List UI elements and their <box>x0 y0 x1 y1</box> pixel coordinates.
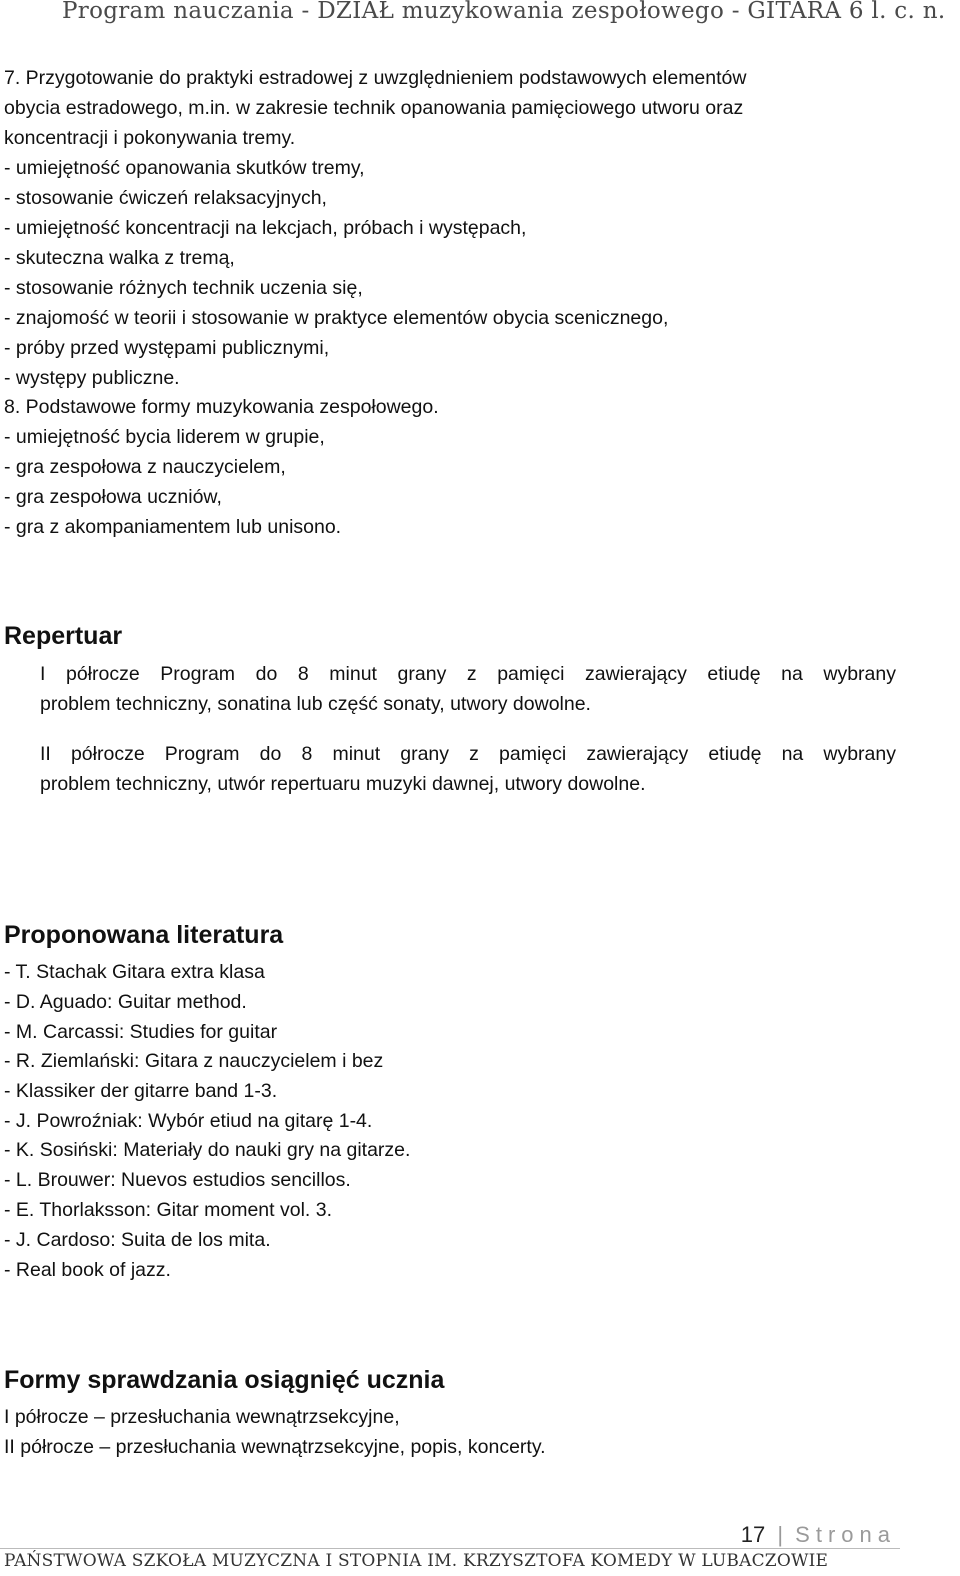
footer-divider <box>0 1548 900 1549</box>
repertuar-semester-2-line: II półrocze Program do 8 minut grany z pamięci zawierający etiudę na wybrany <box>40 743 896 765</box>
repertuar-semester-2 <box>40 739 896 799</box>
section-8-line: - gra zespołowa uczniów, <box>4 486 222 508</box>
section-7-line: 7. Przygotowanie do praktyki estradowej z uwzględnieniem podstawowych elementów <box>4 67 747 89</box>
section-8-line: - umiejętność bycia liderem w grupie, <box>4 426 325 448</box>
section-7-line: - próby przed występami publicznymi, <box>4 337 330 359</box>
section-7-line: - umiejętność koncentracji na lekcjach, próbach i występach, <box>4 217 527 239</box>
literatura-item: - J. Cardoso: Suita de los mita. <box>4 1229 271 1251</box>
literatura-item: - K. Sosiński: Materiały do nauki gry na gitarze. <box>4 1139 411 1161</box>
literatura-item: - J. Powroźniak: Wybór etiud na gitarę 1-4. <box>4 1110 373 1132</box>
page-number-separator: | <box>777 1522 784 1547</box>
repertuar-semester-1-line: problem techniczny, sonatina lub część sonaty, utwory dowolne. <box>40 693 591 715</box>
page-header-title: Program nauczania - DZIAŁ muzykowania zespołowego - GITARA 6 l. c. n. <box>62 0 946 24</box>
literatura-heading: Proponowana literatura <box>4 921 284 949</box>
page-footer: PAŃSTWOWA SZKOŁA MUZYCZNA I STOPNIA IM. KRZYSZTOFA KOMEDY W LUBACZOWIE <box>4 1551 829 1571</box>
literatura-item: - L. Brouwer: Nuevos estudios sencillos. <box>4 1169 351 1191</box>
repertuar-heading: Repertuar <box>4 622 123 650</box>
section-7-line: - znajomość w teorii i stosowanie w praktyce elementów obycia scenicznego, <box>4 307 669 329</box>
formy-line: I półrocze – przesłuchania wewnątrzsekcyjne, <box>4 1406 400 1428</box>
section-8-line: - gra zespołowa z nauczycielem, <box>4 456 286 478</box>
section-8-line: - gra z akompaniamentem lub unisono. <box>4 516 342 538</box>
page-number <box>741 1522 896 1548</box>
repertuar-semester-1 <box>40 659 896 719</box>
section-7-line: obycia estradowego, m.in. w zakresie technik opanowania pamięciowego utworu oraz <box>4 97 744 119</box>
literatura-item: - Klassiker der gitarre band 1-3. <box>4 1080 278 1102</box>
section-7-line: - występy publiczne. <box>4 367 180 389</box>
section-7-line: - skuteczna walka z tremą, <box>4 247 235 269</box>
repertuar-semester-1-line: I półrocze Program do 8 minut grany z pamięci zawierający etiudę na wybrany <box>40 663 896 685</box>
formy-heading: Formy sprawdzania osiągnięć ucznia <box>4 1366 445 1394</box>
literatura-item: - T. Stachak Gitara extra klasa <box>4 961 265 983</box>
section-7-line: - stosowanie ćwiczeń relaksacyjnych, <box>4 187 327 209</box>
section-7-line: koncentracji i pokonywania tremy. <box>4 127 296 149</box>
literatura-item: - D. Aguado: Guitar method. <box>4 991 247 1013</box>
literatura-item: - R. Ziemlański: Gitara z nauczycielem i bez <box>4 1050 384 1072</box>
repertuar-semester-2-line: problem techniczny, utwór repertuaru muzyki dawnej, utwory dowolne. <box>40 773 646 795</box>
literatura-item: - M. Carcassi: Studies for guitar <box>4 1021 278 1043</box>
literatura-item: - Real book of jazz. <box>4 1259 171 1281</box>
section-8-line: 8. Podstawowe formy muzykowania zespołowego. <box>4 396 439 418</box>
section-7-line: - stosowanie różnych technik uczenia się, <box>4 277 363 299</box>
formy-line: II półrocze – przesłuchania wewnątrzsekcyjne, popis, koncerty. <box>4 1436 546 1458</box>
literatura-item: - E. Thorlaksson: Gitar moment vol. 3. <box>4 1199 333 1221</box>
section-7-line: - umiejętność opanowania skutków tremy, <box>4 157 365 179</box>
page-number-label: Strona <box>795 1522 896 1547</box>
page-number-value: 17 <box>740 1522 766 1547</box>
